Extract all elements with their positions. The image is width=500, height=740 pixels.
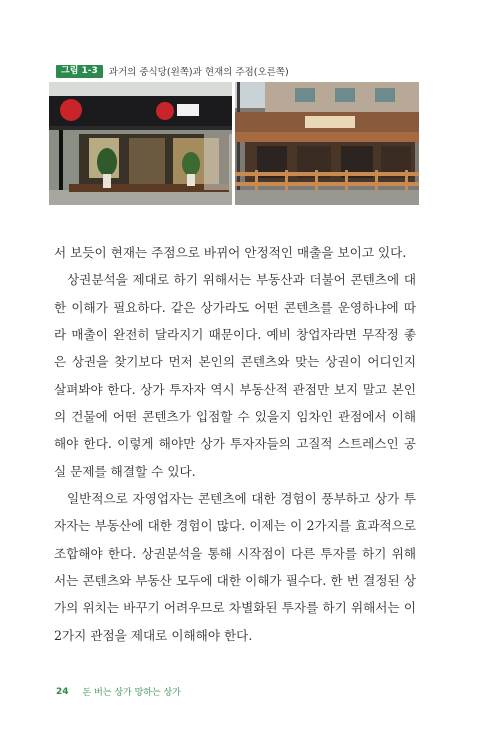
photo-current-pub	[235, 82, 419, 205]
figure-title: 과거의 중식당(왼쪽)과 현재의 주점(오른쪽)	[108, 67, 289, 78]
page-footer	[56, 685, 181, 698]
page-number: 24	[56, 686, 69, 697]
paragraph-1: 서 보듯이 현재는 주점으로 바뀌어 안정적인 매출을 보이고 있다.	[54, 245, 407, 260]
figure-badge: 그림 1-3	[56, 65, 103, 78]
photo-former-restaurant	[49, 82, 232, 205]
paragraph-3: 일반적으로 자영업자는 콘텐츠에 대한 경험이 풍부하고 상가 투자자는 부동산에 대한 경험이 많다. 이제는 이 2가지를 효과적으로 조합해야 한다. 상권분석을 통해 시작점이 다른 투자를 하기 위해서는 콘텐츠와 부동산 모두에 대한 이해가 필수다. 한 번 결정된 상가의 위치는 바꾸기 어려우므로 차별화된 투자를 하기 위해서는 이 2가지 관점을 제대로 이해해야 한다.	[54, 491, 416, 643]
pub-photo-illustration	[235, 82, 419, 205]
restaurant-photo-illustration	[49, 82, 232, 205]
body-text	[54, 239, 416, 649]
running-book-title: 돈 버는 상가 망하는 상가	[82, 688, 181, 698]
figure-caption	[56, 64, 289, 78]
paragraph-2: 상권분석을 제대로 하기 위해서는 부동산과 더불어 콘텐츠에 대한 이해가 필요하다. 같은 상가라도 어떤 콘텐츠를 운영하냐에 따라 매출이 완전히 달라지기 때문이다. 예비 창업자라면 무작정 좋은 상권을 찾기보다 먼저 본인의 콘텐츠와 맞는 상권이 어디인지 살펴봐야 한다. 상가 투자자 역시 부동산적 관점만 보지 말고 본인의 건물에 어떤 콘텐츠가 입점할 수 있을지 임차인 관점에서 이해해야 한다. 이렇게 해야만 상가 투자자들의 고질적 스트레스인 공실 문제를 해결할 수 있다.	[54, 272, 416, 479]
